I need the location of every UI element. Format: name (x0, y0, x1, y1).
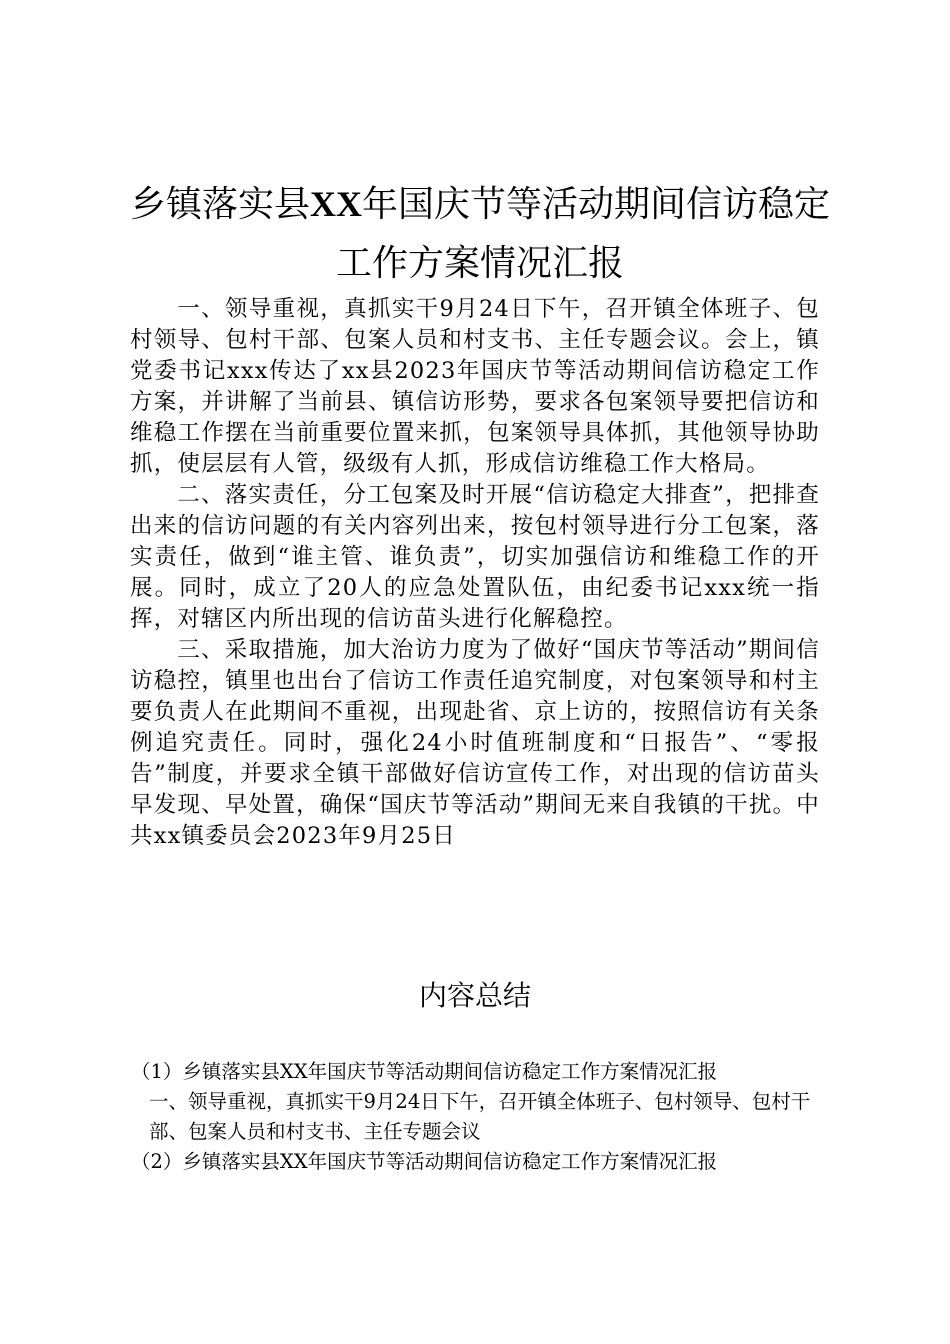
summary-item-1: （1）乡镇落实县XX年国庆节等活动期间信访稳定工作方案情况汇报 (131, 1060, 718, 1083)
title-prefix: 乡镇落实县 (129, 184, 310, 225)
document-title-line-1 (110, 184, 850, 225)
summary-list (131, 1057, 826, 1177)
body-paragraph-2: 二、落实责任，分工包案及时开展“信访稳定大排查”，把排查出来的信访问题的有关内容列出来，按包村领导进行分工包案，落实责任，做到“谁主管、谁负责”，切实加强信访和维稳工作的开展。同时，成立了20人的应急处置队伍，由纪委书记xxx统一指挥，对辖区内所出现的信访苗头进行化解稳控。 (130, 482, 820, 632)
summary-item-3: （2）乡镇落实县XX年国庆节等活动期间信访稳定工作方案情况汇报 (131, 1150, 718, 1173)
document-title-line-2: 工作方案情况汇报 (335, 243, 624, 284)
body-paragraph-3: 三、采取措施，加大治访力度为了做好“国庆节等活动”期间信访稳控，镇里也出台了信访工作责任追究制度，对包案领导和村主要负责人在此期间不重视，出现赴省、京上访的，按照信访有关条例追究责任。同时，强化24小时值班制度和“日报告”、“零报告”制度，并要求全镇干部做好信访宣传工作，对出现的信访苗头早发现、早处置，确保“国庆节等活动”期间无来自我镇的干扰。中共xx镇委员会2023年9月25日 (130, 637, 820, 849)
summary-heading: 内容总结 (418, 979, 531, 1012)
body-paragraph-1: 一、领导重视，真抓实干9月24日下午，召开镇全体班子、包村领导、包村干部、包案人员和村支书、主任专题会议。会上，镇党委书记xxx传达了xx县2023年国庆节等活动期间信访稳定工作方案，并讲解了当前县、镇信访形势，要求各包案领导要把信访和维稳工作摆在当前重要位置来抓，包案领导具体抓，其他领导协助抓，使层层有人管，级级有人抓，形成信访维稳工作大格局。 (130, 296, 820, 477)
title-suffix: 年国庆节等活动期间信访稳定 (362, 184, 831, 225)
summary-item-2: 一、领导重视，真抓实干9月24日下午，召开镇全体班子、包村领导、包村干部、包案人员和村支书、主任专题会议 (149, 1090, 811, 1143)
title-year-placeholder: XX (310, 184, 362, 224)
document-body (130, 294, 820, 852)
